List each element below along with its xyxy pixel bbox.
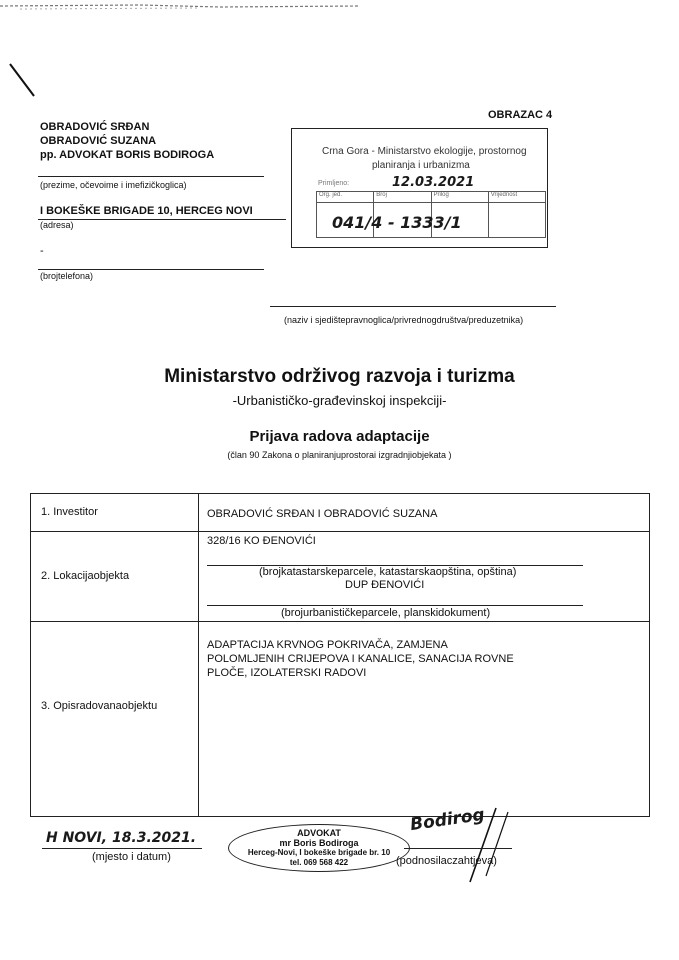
location-plan: DUP ĐENOVIĆI bbox=[345, 579, 425, 591]
table-row-divider bbox=[31, 621, 649, 622]
ministry-title: Ministarstvo održivog razvoja i turizma bbox=[164, 366, 515, 387]
works-description bbox=[207, 638, 514, 680]
stamp-number: 041/4 - 1333/1 bbox=[332, 213, 462, 232]
report-table bbox=[30, 493, 650, 817]
sender-name-line3: pp. ADVOKAT BORIS BODIROGA bbox=[40, 149, 215, 161]
seal-address: Herceg-Novi, I bokeške brigade br. 10 bbox=[247, 848, 391, 857]
form-title: Prijava radova adaptacije bbox=[249, 428, 430, 445]
scan-noise bbox=[0, 4, 679, 10]
location-label: 2. Lokacijaobjekta bbox=[41, 570, 130, 582]
plan-underline bbox=[207, 605, 583, 606]
recipient-caption: (naziv i sjedištepravnoglica/privrednogdruštva/preduzetnika) bbox=[284, 315, 524, 325]
address-caption: (adresa) bbox=[40, 220, 74, 230]
works-line2: POLOMLJENIH CRIJEPOVA I KANALICE, SANACIJA ROVNE bbox=[207, 653, 514, 665]
works-line3: PLOČE, IZOLATERSKI RADOVI bbox=[207, 667, 367, 679]
table-column-divider bbox=[198, 494, 199, 816]
name-underline bbox=[38, 176, 264, 177]
stamp-received-date: 12.03.2021 bbox=[392, 175, 475, 190]
table-row-divider bbox=[31, 531, 649, 532]
stamp-col-prilog: Prilog bbox=[432, 192, 489, 202]
sender-address: I BOKEŠKE BRIGADE 10, HERCEG NOVI bbox=[40, 205, 253, 217]
phone-caption: (brojtelefona) bbox=[40, 271, 94, 281]
sender-names bbox=[40, 120, 214, 162]
investor-value: OBRADOVIĆ SRĐAN I OBRADOVIĆ SUZANA bbox=[207, 508, 438, 520]
stamp-col-broj: Broj bbox=[374, 192, 431, 202]
stamp-received-label: Primljeno: bbox=[318, 180, 350, 187]
place-date-underline bbox=[42, 848, 202, 849]
stamp-col-vrijednost: Vrijednost bbox=[490, 192, 518, 198]
place-date-caption: (mjesto i datum) bbox=[92, 851, 171, 863]
investor-label: 1. Investitor bbox=[41, 506, 98, 518]
form-code: OBRAZAC 4 bbox=[488, 109, 553, 121]
received-stamp bbox=[291, 128, 548, 248]
seal-title: ADVOKAT bbox=[297, 828, 341, 838]
location-plan-caption: (brojurbanističkeparcele, planskidokument) bbox=[281, 607, 491, 619]
sender-name-line2: OBRADOVIĆ SUZANA bbox=[40, 135, 157, 147]
signature-underline bbox=[404, 848, 512, 849]
seal-phone: tel. 069 568 422 bbox=[289, 858, 349, 867]
works-label: 3. Opisradovanaobjektu bbox=[41, 700, 158, 712]
stamp-col-org: Org. jed. bbox=[317, 192, 374, 202]
sender-name-line1: OBRADOVIĆ SRĐAN bbox=[40, 121, 150, 133]
recipient-underline bbox=[270, 306, 556, 307]
place-date: H NOVI, 18.3.2021. bbox=[46, 830, 197, 846]
stamp-line1: Crna Gora - Ministarstvo ekologije, prostornog bbox=[322, 146, 527, 157]
location-parcel-caption: (brojkatastarskeparcele, katastarskaopština, opština) bbox=[259, 566, 517, 578]
address-underline bbox=[38, 219, 286, 220]
inspection-line: -Urbanističko-građevinskoj inspekciji- bbox=[232, 393, 447, 408]
phone-underline bbox=[38, 269, 264, 270]
phone-mark: - bbox=[40, 245, 44, 257]
signer-caption: (podnosilaczahtjeva) bbox=[396, 855, 497, 867]
location-parcel: 328/16 KO ĐENOVIĆI bbox=[207, 535, 316, 547]
legal-basis: (član 90 Zakona o planiranjuprostorai izgradnjiobjekata ) bbox=[227, 450, 452, 460]
stamp-line2: planiranja i urbanizma bbox=[372, 160, 470, 171]
lawyer-seal bbox=[228, 824, 410, 872]
signature-stroke bbox=[456, 806, 516, 886]
seal-name: mr Boris Bodiroga bbox=[279, 838, 359, 848]
name-caption: (prezime, očevoime i imefizičkoglica) bbox=[40, 180, 187, 190]
handwritten-slash-mark bbox=[8, 62, 38, 98]
signature: Bodirog bbox=[408, 804, 486, 836]
works-line1: ADAPTACIJA KRVNOG POKRIVAČA, ZAMJENA bbox=[207, 639, 448, 651]
